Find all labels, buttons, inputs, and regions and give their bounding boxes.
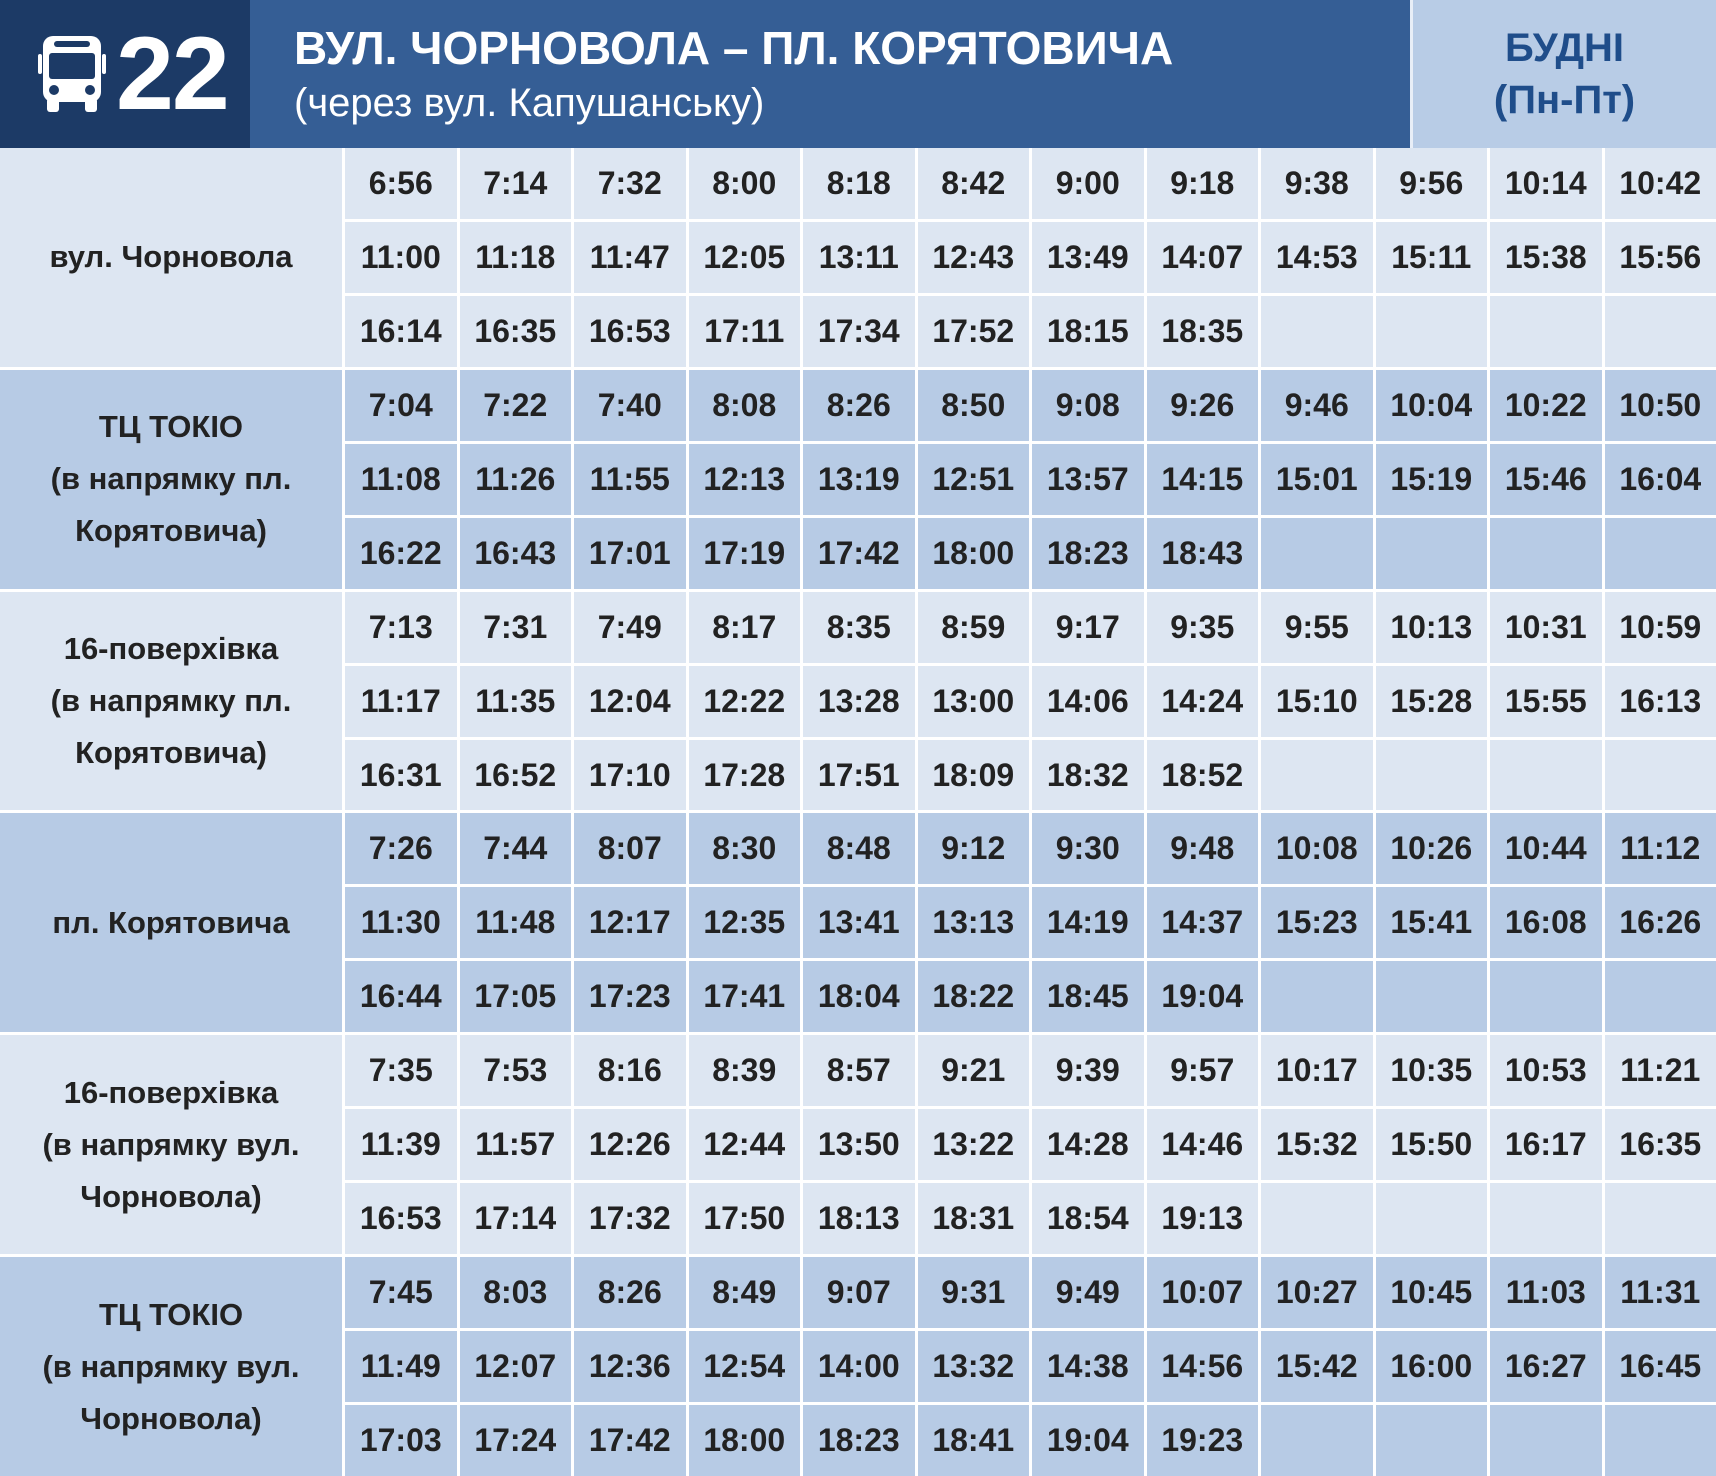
departure-time: 8:26 [803,370,915,441]
departure-time: 17:10 [574,740,686,811]
departure-time: 18:35 [1147,296,1259,367]
departure-time: 15:38 [1490,222,1602,293]
departure-time: 16:14 [345,296,457,367]
departure-time: 9:21 [918,1035,1030,1106]
departure-time: 15:50 [1376,1109,1488,1180]
departure-time [1376,961,1488,1032]
departure-time: 11:12 [1605,813,1716,884]
departure-time [1490,296,1602,367]
departure-time: 18:09 [918,740,1030,811]
departure-time: 18:32 [1032,740,1144,811]
route-number: 22 [116,16,228,132]
schedule-table [0,148,1716,1476]
departure-time: 11:35 [460,666,572,737]
departure-time: 16:00 [1376,1331,1488,1402]
departure-time: 19:04 [1032,1405,1144,1476]
departure-time: 10:35 [1376,1035,1488,1106]
departure-time: 8:49 [689,1257,801,1328]
days-label: БУДНІ [1504,26,1625,70]
departure-time: 10:26 [1376,813,1488,884]
departure-time: 17:19 [689,518,801,589]
departure-time: 10:45 [1376,1257,1488,1328]
departure-time: 7:53 [460,1035,572,1106]
departure-time: 9:46 [1261,370,1373,441]
departure-time: 15:46 [1490,444,1602,515]
departure-time: 14:07 [1147,222,1259,293]
departure-time: 11:31 [1605,1257,1716,1328]
departure-time: 10:13 [1376,592,1488,663]
departure-time: 18:00 [689,1405,801,1476]
departure-time: 16:04 [1605,444,1716,515]
departure-time: 16:17 [1490,1109,1602,1180]
departure-time: 10:14 [1490,148,1602,219]
departure-time: 15:32 [1261,1109,1373,1180]
departure-time: 11:08 [345,444,457,515]
departure-time: 14:56 [1147,1331,1259,1402]
days-range: (Пн-Пт) [1493,78,1636,122]
departure-time: 18:15 [1032,296,1144,367]
departure-time: 10:50 [1605,370,1716,441]
departure-time: 8:50 [918,370,1030,441]
departure-time [1490,961,1602,1032]
departure-time: 16:53 [345,1183,457,1254]
departure-time: 17:14 [460,1183,572,1254]
departure-time: 9:31 [918,1257,1030,1328]
departure-time: 18:23 [1032,518,1144,589]
departure-time: 11:39 [345,1109,457,1180]
departure-time: 9:55 [1261,592,1373,663]
departure-time [1261,740,1373,811]
departure-time: 17:03 [345,1405,457,1476]
stop-name: ТЦ ТОКІО (в напрямку вул. Чорновола) [0,1257,342,1476]
departure-time: 13:11 [803,222,915,293]
departure-time: 17:01 [574,518,686,589]
departure-time: 8:57 [803,1035,915,1106]
departure-time: 17:05 [460,961,572,1032]
departure-time: 16:13 [1605,666,1716,737]
departure-time: 9:39 [1032,1035,1144,1106]
departure-time: 8:16 [574,1035,686,1106]
departure-time: 7:45 [345,1257,457,1328]
departure-time: 9:38 [1261,148,1373,219]
departure-time: 17:11 [689,296,801,367]
departure-time: 7:31 [460,592,572,663]
departure-time: 8:17 [689,592,801,663]
departure-time: 16:35 [460,296,572,367]
departure-time [1261,296,1373,367]
departure-time: 16:52 [460,740,572,811]
departure-time: 8:03 [460,1257,572,1328]
departure-time: 8:35 [803,592,915,663]
departure-time: 10:08 [1261,813,1373,884]
departure-time: 11:55 [574,444,686,515]
departure-time: 17:32 [574,1183,686,1254]
departure-time [1376,1183,1488,1254]
departure-time: 8:18 [803,148,915,219]
departure-time [1605,1183,1716,1254]
departure-time: 7:26 [345,813,457,884]
departure-time: 13:49 [1032,222,1144,293]
departure-time: 15:23 [1261,887,1373,958]
departure-time: 11:47 [574,222,686,293]
departure-time: 7:49 [574,592,686,663]
departure-time: 7:13 [345,592,457,663]
departure-time: 13:19 [803,444,915,515]
departure-time: 7:40 [574,370,686,441]
departure-time: 12:54 [689,1331,801,1402]
departure-time: 9:35 [1147,592,1259,663]
departure-time: 13:50 [803,1109,915,1180]
departure-time: 10:59 [1605,592,1716,663]
departure-time [1376,518,1488,589]
departure-time: 16:45 [1605,1331,1716,1402]
departure-time: 8:07 [574,813,686,884]
departure-time: 7:22 [460,370,572,441]
departure-time: 9:12 [918,813,1030,884]
departure-time: 9:57 [1147,1035,1259,1106]
departure-time: 9:49 [1032,1257,1144,1328]
departure-time: 8:30 [689,813,801,884]
departure-time: 18:43 [1147,518,1259,589]
departure-time: 8:39 [689,1035,801,1106]
departure-time: 14:15 [1147,444,1259,515]
departure-time: 14:00 [803,1331,915,1402]
departure-time [1261,1405,1373,1476]
stop-name: 16-поверхівка (в напрямку вул. Чорновола) [0,1035,342,1254]
departure-time [1490,518,1602,589]
departure-time [1376,296,1488,367]
departure-time: 11:17 [345,666,457,737]
departure-time [1605,296,1716,367]
bus-icon [34,32,110,116]
departure-time: 9:07 [803,1257,915,1328]
departure-time: 10:07 [1147,1257,1259,1328]
departure-time: 17:23 [574,961,686,1032]
departure-time: 7:32 [574,148,686,219]
stop-name: ТЦ ТОКІО (в напрямку пл. Корятовича) [0,370,342,589]
departure-time: 13:00 [918,666,1030,737]
departure-time: 11:48 [460,887,572,958]
departure-time: 15:42 [1261,1331,1373,1402]
departure-time: 18:23 [803,1405,915,1476]
departure-time [1376,1405,1488,1476]
departure-time: 13:32 [918,1331,1030,1402]
departure-time: 10:31 [1490,592,1602,663]
departure-time [1261,1183,1373,1254]
departure-time: 18:22 [918,961,1030,1032]
stop-name: вул. Чорновола [0,148,342,367]
departure-time: 18:13 [803,1183,915,1254]
departure-time: 11:57 [460,1109,572,1180]
departure-time: 14:38 [1032,1331,1144,1402]
departure-time: 19:04 [1147,961,1259,1032]
departure-time: 14:28 [1032,1109,1144,1180]
departure-time: 18:00 [918,518,1030,589]
departure-time: 17:41 [689,961,801,1032]
departure-time: 9:26 [1147,370,1259,441]
departure-time: 16:08 [1490,887,1602,958]
departure-time: 15:56 [1605,222,1716,293]
departure-time: 12:05 [689,222,801,293]
schedule-header [0,0,1716,148]
departure-time: 14:06 [1032,666,1144,737]
departure-time: 6:56 [345,148,457,219]
days-badge [1410,0,1716,148]
departure-time: 7:14 [460,148,572,219]
departure-time: 9:48 [1147,813,1259,884]
departure-time: 11:30 [345,887,457,958]
departure-time: 17:24 [460,1405,572,1476]
departure-time: 16:26 [1605,887,1716,958]
departure-time: 7:35 [345,1035,457,1106]
departure-time: 13:57 [1032,444,1144,515]
departure-time: 8:08 [689,370,801,441]
departure-time: 17:34 [803,296,915,367]
departure-time: 10:27 [1261,1257,1373,1328]
stop-name: 16-поверхівка (в напрямку пл. Корятовича) [0,592,342,811]
departure-time: 10:44 [1490,813,1602,884]
departure-time: 11:21 [1605,1035,1716,1106]
departure-time [1605,740,1716,811]
departure-time: 11:26 [460,444,572,515]
departure-time: 12:13 [689,444,801,515]
departure-time: 18:41 [918,1405,1030,1476]
departure-time: 13:28 [803,666,915,737]
departure-time: 10:42 [1605,148,1716,219]
departure-time: 17:42 [574,1405,686,1476]
departure-time: 15:11 [1376,222,1488,293]
departure-time: 13:41 [803,887,915,958]
departure-time: 19:13 [1147,1183,1259,1254]
departure-time [1605,961,1716,1032]
departure-time: 18:54 [1032,1183,1144,1254]
departure-time: 16:44 [345,961,457,1032]
departure-time: 14:46 [1147,1109,1259,1180]
departure-time: 9:17 [1032,592,1144,663]
departure-time: 11:00 [345,222,457,293]
departure-time: 17:52 [918,296,1030,367]
departure-time: 15:55 [1490,666,1602,737]
route-title-box [250,0,1410,148]
departure-time: 8:48 [803,813,915,884]
departure-time: 10:17 [1261,1035,1373,1106]
departure-time: 13:22 [918,1109,1030,1180]
route-title: ВУЛ. ЧОРНОВОЛА – ПЛ. КОРЯТОВИЧА [294,22,1174,74]
departure-time: 8:26 [574,1257,686,1328]
departure-time: 16:35 [1605,1109,1716,1180]
departure-time: 16:53 [574,296,686,367]
departure-time: 18:31 [918,1183,1030,1254]
departure-time: 16:43 [460,518,572,589]
departure-time: 12:17 [574,887,686,958]
departure-time: 12:44 [689,1109,801,1180]
departure-time: 12:36 [574,1331,686,1402]
departure-time: 18:52 [1147,740,1259,811]
departure-time: 13:13 [918,887,1030,958]
departure-time: 8:59 [918,592,1030,663]
departure-time: 15:28 [1376,666,1488,737]
departure-time [1376,740,1488,811]
departure-time: 9:30 [1032,813,1144,884]
departure-time [1605,518,1716,589]
departure-time [1490,1405,1602,1476]
departure-time: 16:22 [345,518,457,589]
departure-time [1490,740,1602,811]
departure-time: 7:44 [460,813,572,884]
stop-name: пл. Корятовича [0,813,342,1032]
departure-time: 18:45 [1032,961,1144,1032]
departure-time [1490,1183,1602,1254]
departure-time: 12:51 [918,444,1030,515]
departure-time: 17:50 [689,1183,801,1254]
departure-time: 9:18 [1147,148,1259,219]
departure-time: 15:10 [1261,666,1373,737]
departure-time: 9:08 [1032,370,1144,441]
departure-time: 12:26 [574,1109,686,1180]
departure-time: 9:56 [1376,148,1488,219]
departure-time [1605,1405,1716,1476]
departure-time: 16:31 [345,740,457,811]
departure-time: 17:51 [803,740,915,811]
departure-time: 14:19 [1032,887,1144,958]
departure-time: 12:35 [689,887,801,958]
departure-time: 11:03 [1490,1257,1602,1328]
departure-time: 15:01 [1261,444,1373,515]
departure-time: 14:24 [1147,666,1259,737]
departure-time: 10:53 [1490,1035,1602,1106]
departure-time: 11:18 [460,222,572,293]
departure-time: 16:27 [1490,1331,1602,1402]
departure-time: 19:23 [1147,1405,1259,1476]
departure-time: 12:22 [689,666,801,737]
departure-time: 9:00 [1032,148,1144,219]
departure-time: 12:43 [918,222,1030,293]
departure-time: 15:19 [1376,444,1488,515]
departure-time: 10:22 [1490,370,1602,441]
departure-time: 14:53 [1261,222,1373,293]
departure-time [1261,518,1373,589]
departure-time: 14:37 [1147,887,1259,958]
departure-time: 11:49 [345,1331,457,1402]
departure-time: 7:04 [345,370,457,441]
route-subtitle: (через вул. Капушанську) [294,81,765,125]
departure-time: 12:07 [460,1331,572,1402]
departure-time: 10:04 [1376,370,1488,441]
departure-time: 8:42 [918,148,1030,219]
route-badge [0,0,250,148]
departure-time: 17:28 [689,740,801,811]
departure-time: 18:04 [803,961,915,1032]
departure-time: 15:41 [1376,887,1488,958]
departure-time: 8:00 [689,148,801,219]
departure-time: 12:04 [574,666,686,737]
departure-time: 17:42 [803,518,915,589]
departure-time [1261,961,1373,1032]
